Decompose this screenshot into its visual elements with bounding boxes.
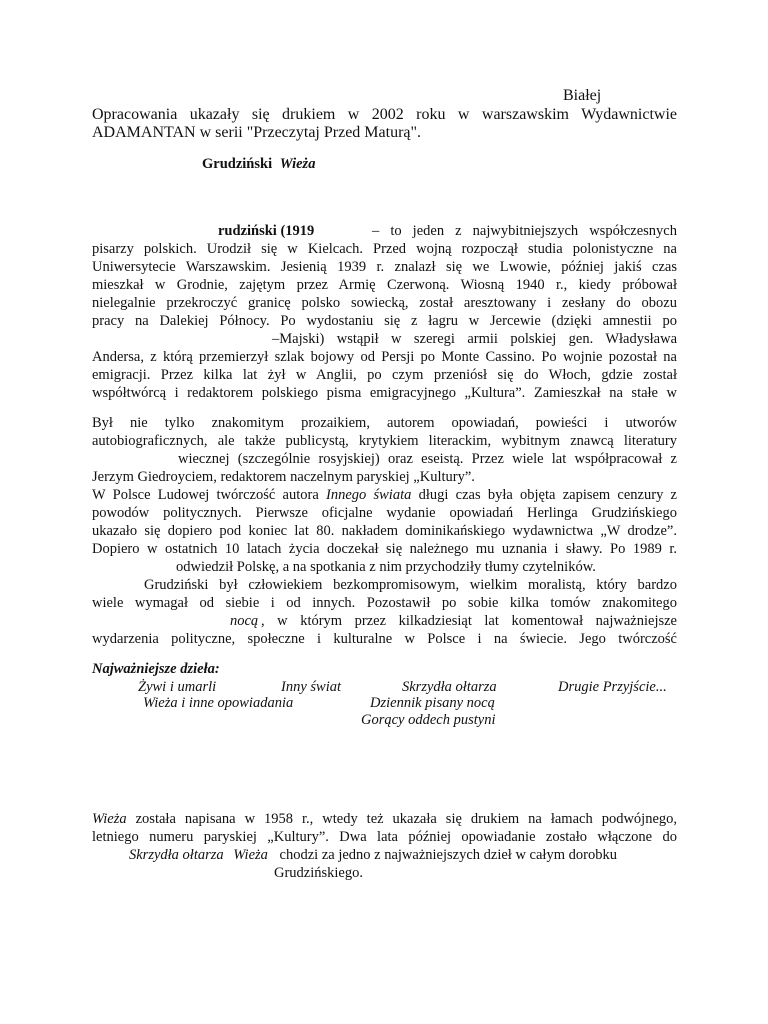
noc-word: nocą xyxy=(230,613,259,629)
bio-lead-bold: rudziński (1919 xyxy=(218,223,315,239)
censor-prefix: W Polsce Ludowej twórczość autora xyxy=(92,487,319,503)
works-item: Skrzydła ołtarza xyxy=(402,679,497,695)
title-work: Wieża xyxy=(279,156,316,172)
career-line: powodów politycznych. Pierwsze oficjalne wydanie opowiadań Herlinga Grudzińskiego xyxy=(92,505,677,521)
bio-lead xyxy=(218,222,314,240)
bio-line: –Majski) wstąpił w szeregi armii polskiej gen. Władysława xyxy=(272,331,677,347)
works-item: Drugie Przyjście... xyxy=(558,679,667,695)
career-line: Dopiero w ostatnich 10 latach życia doczekał się należnego mu uznania i sławy. Po 1989 r. xyxy=(92,541,677,557)
works-item: Inny świat xyxy=(281,679,342,695)
closing-line-3-rest: chodzi za jedno z najważniejszych dzieł w całym dorobku xyxy=(279,847,617,863)
works-item: Wieża i inne opowiadania xyxy=(143,695,294,711)
censor-suffix: długi czas była objęta zapisem cenzury z xyxy=(418,487,677,503)
intro-line-2: ADAMANTAN w serii "Przeczytaj Przed Maturą". xyxy=(92,124,422,141)
works-heading: Najważniejsze dzieła: xyxy=(92,661,220,677)
career-line: Grudziński był człowiekiem bezkompromisowym, wielkim moralistą, który bardzo xyxy=(144,577,677,593)
closing-title: Wieża xyxy=(92,811,127,827)
career-line: autobiograficznych, ale także publicystą, krytykiem literackim, wybitnym znawcą literatury xyxy=(92,433,677,449)
noc-rest: , w którym przez kilkadziesiąt lat komentował najważniejsze xyxy=(261,613,677,629)
career-line: odwiedził Polskę, a na spotkania z nim przychodziły tłumy czytelników. xyxy=(176,559,596,575)
career-line: wydarzenia polityczne, społeczne i kulturalne w Polsce i na świecie. Jego twórczość xyxy=(92,631,677,647)
closing-line-3 xyxy=(129,846,617,864)
closing-line-2: letniego numeru paryskiej „Kultury”. Dwa lata później opowiadanie zostało włączone do xyxy=(92,829,677,845)
career-line: wiecznej (szczególnie rosyjskiej) oraz eseistą. Przez wiele lat współpracował z xyxy=(178,451,677,467)
career-line: ukazało się dopiero pod koniec lat 80. nakładem dominikańskiego wydawnictwa „W drodze”. xyxy=(92,523,677,539)
career-line: Był nie tylko znakomitym prozaikiem, autorem opowiadań, powieści i utworów xyxy=(92,415,677,431)
page-title xyxy=(202,156,315,173)
closing-line-4: Grudzińskiego. xyxy=(274,865,363,881)
bio-line: nielegalnie przekroczyć granicę polsko sowiecką, został aresztowany i zesłany do obozu xyxy=(92,295,677,311)
bio-line: mieszkał w Grodnie, zajętym przez Armię Czerwoną. Wiosną 1940 r., kiedy próbował xyxy=(92,277,677,293)
bio-line: współtwórcą i redaktorem polskiego pisma emigracyjnego „Kultura”. Zamieszkał na stałe w xyxy=(92,385,677,401)
closing-line-1-rest: została napisana w 1958 r., wtedy też ukazała się drukiem na łamach podwójnego, xyxy=(135,811,677,827)
bio-line: Andersa, z którą przemierzył szlak bojowy od Persji po Monte Cassino. Po wojnie pozostał na xyxy=(92,349,677,365)
bio-line: pisarzy polskich. Urodził się w Kielcach. Przed wojną rozpoczął studia polonistyczne na xyxy=(92,241,677,257)
censorship-line xyxy=(92,486,677,504)
career-line: Jerzym Giedroyciem, redaktorem naczelnym paryskiej „Kultury”. xyxy=(92,469,475,485)
career-line: wiele wymagał od siebie i od innych. Pozostawił po sobie kilka tomów znakomitego xyxy=(92,595,677,611)
censor-title: Innego świata xyxy=(326,487,412,503)
closing-line-1 xyxy=(92,810,677,828)
works-item: Żywi i umarli xyxy=(138,679,217,695)
bio-lead-rest: – to jeden z najwybitniejszych współczesnych xyxy=(372,223,677,239)
bio-line: Uniwersytecie Warszawskim. Jesienią 1939 r. znalazł się we Lwowie, później jakiś czas xyxy=(92,259,677,275)
header-fragment: Białej xyxy=(563,87,602,104)
noc-word-wrap xyxy=(230,612,258,630)
works-item: Gorący oddech pustyni xyxy=(361,712,496,728)
works-item: Dziennik pisany nocą xyxy=(370,695,495,711)
closing-title-2: Wieża xyxy=(233,847,268,863)
bio-line: emigracji. Przez kilka lat żył w Anglii, po czym przeniósł się do Włoch, gdzie został xyxy=(92,367,677,383)
bio-line: pracy na Dalekiej Północy. Po wydostaniu się z łagru w Jercewie (dzięki amnestii po xyxy=(92,313,677,329)
closing-title-1: Skrzydła ołtarza xyxy=(129,847,224,863)
intro-line-1: Opracowania ukazały się drukiem w 2002 roku w warszawskim Wydawnictwie xyxy=(92,106,677,123)
title-author: Grudziński xyxy=(202,156,273,172)
